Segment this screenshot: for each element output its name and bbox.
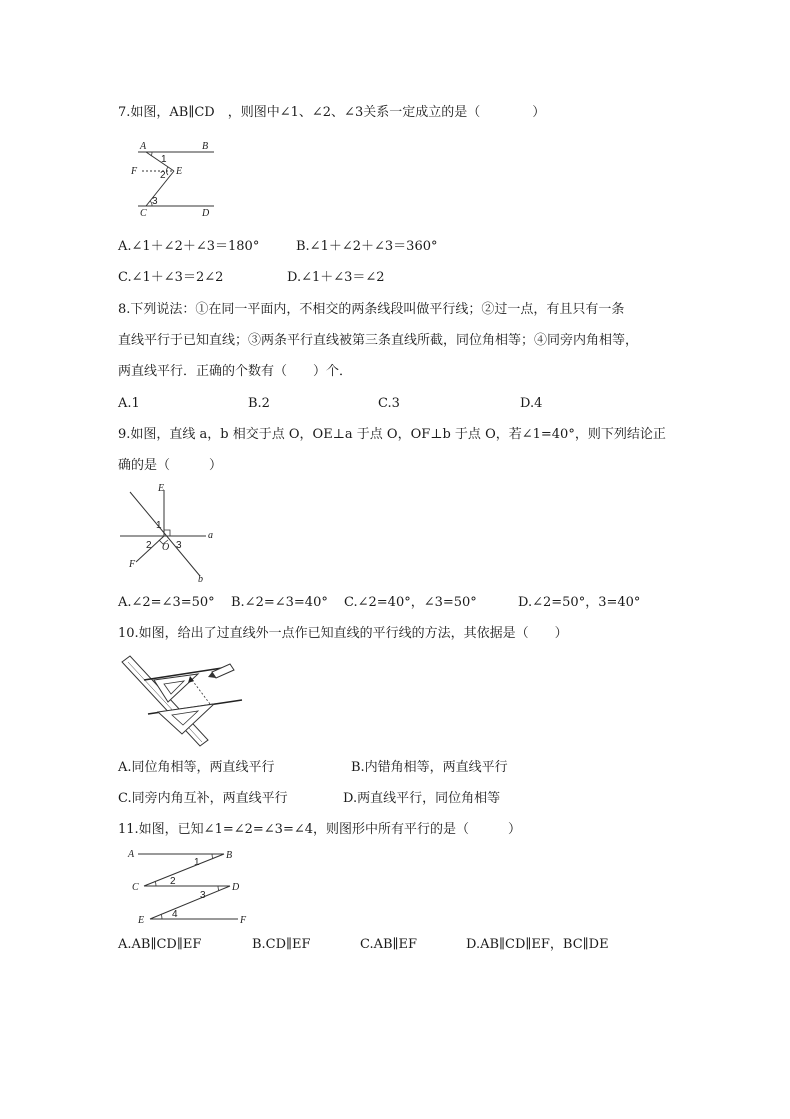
q11-option-d: D.AB∥CD∥EF，BC∥DE — [466, 937, 609, 952]
angle-1-label: 1 — [156, 520, 162, 531]
label-a: A — [140, 141, 147, 152]
label-line-b: b — [198, 574, 203, 585]
label-line-a: a — [208, 530, 213, 541]
label-d: D — [202, 208, 210, 219]
ruler-icon — [122, 656, 208, 746]
q9-option-d: D.∠2=50°，3=40° — [518, 595, 641, 610]
angle-3-label: 3 — [152, 196, 158, 207]
q7-option-a: A.∠1＋∠2＋∠3＝180° — [118, 239, 260, 254]
q11-option-b: B.CD∥EF — [252, 937, 311, 952]
label-o: O — [162, 542, 170, 553]
line-b — [130, 492, 200, 576]
label-e: E — [176, 166, 183, 177]
segment-bc — [144, 854, 224, 886]
q8-stem-line2: 直线平行于已知直线；③两条平行直线被第三条直线所截，同位角相等；④同旁内角相等， — [118, 333, 639, 348]
q7-option-d: D.∠1＋∠3＝∠2 — [287, 270, 385, 285]
q10-option-c: C.同旁内角互补，两直线平行 — [118, 791, 288, 806]
label-e: E — [158, 483, 165, 494]
angle-2-label: 2 — [170, 876, 176, 887]
q7-figure — [128, 138, 228, 220]
q9-option-b: B.∠2=∠3=40° — [231, 595, 328, 610]
angle-4-label: 4 — [172, 909, 178, 920]
label-f: F — [240, 915, 247, 926]
label-c: C — [140, 208, 147, 219]
q10-option-d: D.两直线平行，同位角相等 — [343, 791, 501, 806]
label-b: B — [226, 850, 233, 861]
q8-stem-line1: 8.下列说法：①在同一平面内，不相交的两条线段叫做平行线；②过一点，有且只有一条 — [118, 302, 625, 317]
q9-option-a: A.∠2=∠3=50° — [118, 595, 215, 610]
pencil-icon — [208, 664, 234, 678]
q9-figure — [118, 478, 228, 588]
angle-1-label: 1 — [161, 154, 167, 165]
label-e: E — [138, 915, 145, 926]
q7-stem: 7.如图，AB∥CD ，则图中∠1、∠2、∠3关系一定成立的是（ ） — [118, 105, 546, 120]
label-d: D — [232, 882, 240, 893]
q7-option-b: B.∠1＋∠2＋∠3＝360° — [296, 239, 438, 254]
q11-option-a: A.AB∥CD∥EF — [118, 937, 202, 952]
label-c: C — [132, 882, 139, 893]
segment-de — [150, 886, 230, 919]
q10-option-a: A.同位角相等，两直线平行 — [118, 760, 275, 775]
label-b: B — [202, 141, 209, 152]
angle-3-label: 3 — [176, 540, 182, 551]
q8-option-d: D.4 — [520, 396, 543, 411]
q8-option-b: B.2 — [248, 396, 270, 411]
angle-2-label: 2 — [146, 540, 152, 551]
q8-option-c: C.3 — [378, 396, 400, 411]
label-f: F — [129, 559, 136, 570]
q8-stem-line3: 两直线平行．正确的个数有（ ）个． — [118, 364, 353, 379]
q9-stem-line2: 确的是（ ） — [118, 458, 223, 473]
q7-option-c: C.∠1＋∠3＝2∠2 — [118, 270, 224, 285]
angle-3-label: 3 — [200, 890, 206, 901]
q10-option-b: B.内错角相等，两直线平行 — [351, 760, 508, 775]
q11-option-c: C.AB∥EF — [360, 937, 418, 952]
label-a: A — [128, 849, 135, 860]
q11-stem: 11.如图，已知∠1=∠2=∠3=∠4，则图形中所有平行的是（ ） — [118, 822, 522, 837]
q8-option-a: A.1 — [118, 396, 140, 411]
q10-stem: 10.如图，给出了过直线外一点作已知直线的平行线的方法，其依据是（ ） — [118, 626, 568, 641]
q11-figure — [118, 844, 258, 929]
q9-stem-line1: 9.如图，直线 a，b 相交于点 O，OE⊥a 于点 O，OF⊥b 于点 O，若∠1=40°，则下列结论正 — [118, 427, 666, 442]
angle-2-label: 2 — [160, 170, 166, 181]
q10-figure — [118, 652, 248, 747]
segment-ae — [146, 152, 174, 171]
angle-1-label: 1 — [194, 857, 200, 868]
slide-path-dashed — [192, 680, 210, 704]
label-f: F — [131, 166, 138, 177]
q9-option-c: C.∠2=40°，∠3=50° — [344, 595, 477, 610]
